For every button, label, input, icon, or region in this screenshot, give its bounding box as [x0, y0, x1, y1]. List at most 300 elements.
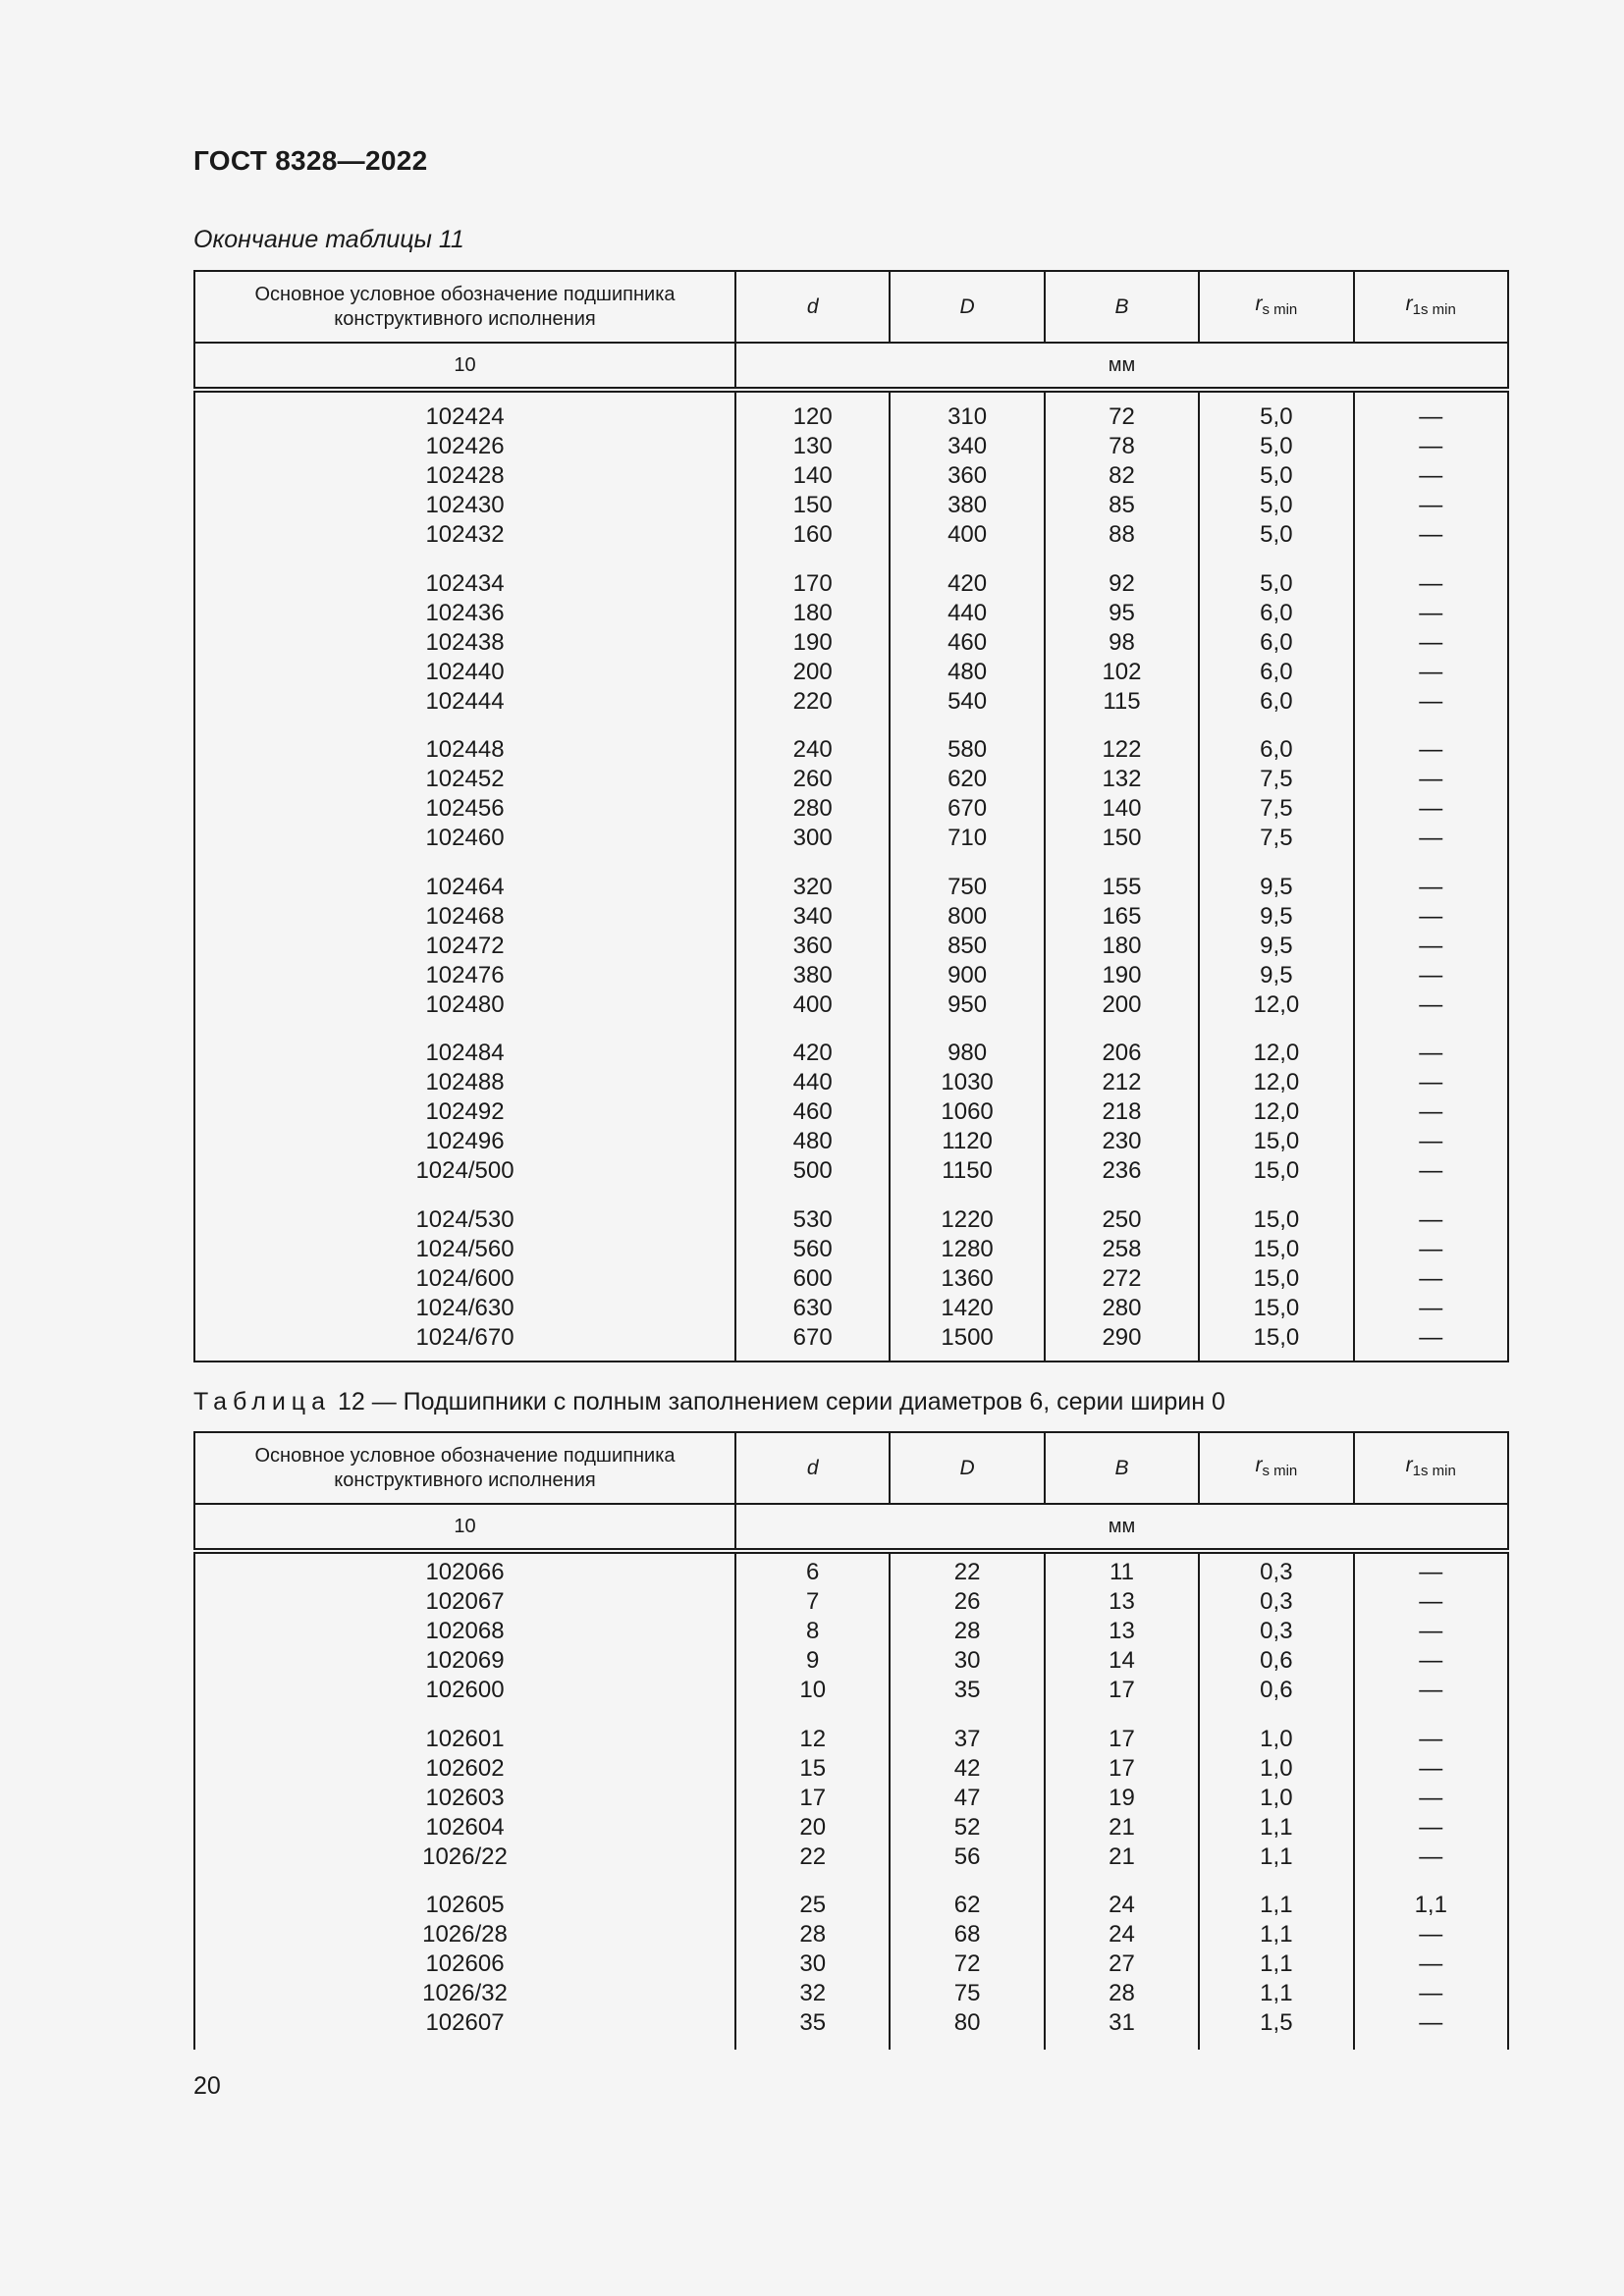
cell-designation: 102605 [425, 1892, 505, 1918]
cell-designation: 102604 [425, 1813, 505, 1841]
cell-r1s-min: — [1419, 766, 1443, 792]
document-header: ГОСТ 8328—2022 [193, 145, 428, 176]
group-gap [891, 1705, 1043, 1725]
group-gap [1355, 1020, 1507, 1040]
cell-r1s-min: — [1419, 1205, 1443, 1233]
cell-r1s-min: — [1419, 1040, 1443, 1066]
cell-B: 11 [1110, 1559, 1134, 1585]
group-gap [891, 717, 1043, 736]
cell-r1s-min: — [1419, 1842, 1443, 1870]
cell-D: 980 [947, 1040, 988, 1066]
cell-D: 540 [947, 687, 988, 715]
cell-D: 62 [953, 1892, 981, 1918]
cell-B: 88 [1109, 521, 1135, 548]
column-header-designation: Основное условное обозначение подшипника конструктивного исполнения [194, 271, 735, 343]
cell-B: 98 [1109, 628, 1135, 656]
cell-designation: 102430 [425, 492, 505, 518]
cell-r1s-min: — [1419, 1813, 1443, 1841]
cell-designation: 102456 [425, 795, 505, 822]
cell-B: 290 [1102, 1323, 1142, 1351]
group-gap [195, 1020, 734, 1040]
group-gap [1046, 1186, 1198, 1205]
cell-designation: 1026/32 [422, 1980, 508, 2006]
group-gap [891, 1186, 1043, 1205]
cell-rs-min: 12,0 [1253, 1069, 1300, 1095]
cell-B: 27 [1109, 1950, 1135, 1977]
cell-D: 1030 [941, 1069, 994, 1095]
cell-designation: 102602 [425, 1754, 505, 1782]
cell-rs-min: 15,0 [1253, 1235, 1300, 1262]
cell-D: 52 [953, 1813, 981, 1841]
cell-rs-min: 1,1 [1260, 1813, 1293, 1841]
group-gap [891, 853, 1043, 873]
table-12-body [194, 1551, 1508, 2050]
group-gap [195, 853, 734, 873]
cell-r1s-min: — [1419, 1235, 1443, 1262]
cell-D: 460 [947, 628, 988, 656]
column-header-d: d [735, 1432, 890, 1504]
cell-d: 22 [799, 1842, 827, 1870]
cell-rs-min: 7,5 [1260, 766, 1293, 792]
cell-d: 12 [799, 1725, 827, 1752]
cell-B: 180 [1102, 932, 1142, 959]
cell-rs-min: 6,0 [1260, 628, 1293, 656]
cell-d: 240 [792, 736, 833, 763]
cell-r1s-min: — [1419, 658, 1443, 685]
cell-rs-min: 1,5 [1260, 2009, 1293, 2036]
cell-d: 560 [792, 1235, 833, 1262]
cell-rs-min: 5,0 [1260, 462, 1293, 489]
cell-d: 360 [792, 932, 833, 959]
cell-r1s-min: — [1419, 1323, 1443, 1351]
cell-D: 22 [953, 1559, 981, 1585]
cell-r1s-min: — [1419, 736, 1443, 763]
table-12-caption-text: 12 — Подшипники с полным заполнением серии диаметров 6, серии ширин 0 [337, 1388, 1225, 1415]
group-gap [891, 1020, 1043, 1040]
cell-B: 17 [1109, 1725, 1135, 1752]
column-rs-min [1199, 1551, 1353, 2050]
column-d [735, 390, 890, 1362]
cell-r1s-min: — [1419, 433, 1443, 459]
cell-rs-min: 7,5 [1260, 795, 1293, 822]
table-12 [193, 1431, 1509, 2050]
column-designation [194, 1551, 735, 2050]
cell-B: 24 [1109, 1892, 1135, 1918]
cell-r1s-min: — [1419, 462, 1443, 489]
column-D [890, 1551, 1044, 2050]
cell-rs-min: 15,0 [1253, 1294, 1300, 1321]
cell-r1s-min: — [1419, 1098, 1443, 1125]
table-11-caption: Окончание таблицы 11 [193, 226, 464, 253]
cell-B: 102 [1102, 658, 1142, 685]
group-gap [1046, 717, 1198, 736]
cell-designation: 102428 [425, 462, 505, 489]
cell-D: 480 [947, 658, 988, 685]
cell-rs-min: 15,0 [1253, 1205, 1300, 1233]
cell-D: 850 [947, 932, 988, 959]
cell-r1s-min: — [1419, 1128, 1443, 1154]
group-gap [195, 717, 734, 736]
cell-D: 620 [947, 766, 988, 792]
cell-rs-min: 15,0 [1253, 1264, 1300, 1292]
cell-designation: 102436 [425, 599, 505, 626]
cell-rs-min: 9,5 [1260, 932, 1293, 959]
cell-D: 360 [947, 462, 988, 489]
cell-D: 420 [947, 569, 988, 597]
cell-B: 17 [1109, 1677, 1135, 1703]
cell-d: 220 [792, 687, 833, 715]
column-d [735, 1551, 890, 2050]
cell-B: 82 [1109, 462, 1135, 489]
cell-designation: 1026/28 [422, 1921, 508, 1948]
column-B [1045, 1551, 1199, 2050]
cell-D: 380 [947, 492, 988, 518]
cell-r1s-min: — [1419, 932, 1443, 959]
group-gap [736, 717, 889, 736]
cell-D: 670 [947, 795, 988, 822]
cell-designation: 102476 [425, 961, 505, 988]
cell-r1s-min: — [1419, 1647, 1443, 1674]
cell-d: 140 [792, 462, 833, 489]
cell-B: 258 [1102, 1235, 1142, 1262]
cell-B: 19 [1109, 1784, 1135, 1811]
cell-D: 35 [953, 1677, 981, 1703]
cell-rs-min: 0,6 [1260, 1647, 1293, 1674]
cell-r1s-min: — [1419, 1677, 1443, 1703]
cell-r1s-min: — [1419, 795, 1443, 822]
cell-D: 56 [953, 1842, 981, 1870]
cell-rs-min: 12,0 [1253, 990, 1300, 1018]
cell-d: 170 [792, 569, 833, 597]
cell-D: 42 [953, 1754, 981, 1782]
cell-B: 122 [1102, 736, 1142, 763]
cell-d: 20 [799, 1813, 827, 1841]
cell-designation: 102426 [425, 433, 505, 459]
cell-rs-min: 1,0 [1260, 1784, 1293, 1811]
column-header-r1s-min: $r_{1s min}$ [1354, 1432, 1508, 1504]
cell-designation: 102601 [425, 1725, 505, 1752]
cell-designation: 102603 [425, 1784, 505, 1811]
cell-rs-min: 15,0 [1253, 1323, 1300, 1351]
cell-B: 190 [1102, 961, 1142, 988]
cell-D: 47 [953, 1784, 981, 1811]
group-gap [1200, 1186, 1352, 1205]
cell-r1s-min: — [1419, 599, 1443, 626]
cell-r1s-min: — [1419, 1921, 1443, 1948]
cell-r1s-min: 1,1 [1414, 1892, 1447, 1918]
cell-designation: 102472 [425, 932, 505, 959]
cell-d: 600 [792, 1264, 833, 1292]
cell-B: 218 [1102, 1098, 1142, 1125]
column-r1s-min [1354, 390, 1508, 1362]
column-D [890, 390, 1044, 1362]
cell-d: 480 [792, 1128, 833, 1154]
cell-designation: 102606 [425, 1950, 505, 1977]
cell-B: 31 [1109, 2009, 1135, 2036]
cell-r1s-min: — [1419, 1950, 1443, 1977]
cell-designation: 102438 [425, 628, 505, 656]
subheader-designation-code: 10 [194, 1504, 735, 1551]
cell-d: 280 [792, 795, 833, 822]
cell-D: 1060 [941, 1098, 994, 1125]
table-11-body [194, 390, 1508, 1362]
cell-r1s-min: — [1419, 1725, 1443, 1752]
cell-designation: 102444 [425, 687, 505, 715]
cell-designation: 102432 [425, 521, 505, 548]
cell-D: 1120 [942, 1128, 993, 1154]
cell-r1s-min: — [1419, 1784, 1443, 1811]
subheader-units: мм [735, 343, 1508, 390]
group-gap [1200, 1872, 1352, 1892]
cell-r1s-min: — [1419, 1980, 1443, 2006]
cell-d: 460 [792, 1098, 833, 1125]
column-rs-min [1199, 390, 1353, 1362]
cell-rs-min: 1,1 [1260, 1842, 1293, 1870]
cell-designation: 1024/560 [415, 1235, 514, 1262]
cell-rs-min: 9,5 [1260, 902, 1293, 930]
group-gap [195, 550, 734, 569]
subheader-designation-code: 10 [194, 343, 735, 390]
cell-D: 440 [947, 599, 988, 626]
group-gap [736, 1186, 889, 1205]
column-header-d: d [735, 271, 890, 343]
cell-d: 6 [806, 1559, 820, 1585]
cell-D: 900 [947, 961, 988, 988]
cell-d: 400 [792, 990, 833, 1018]
cell-d: 32 [799, 1980, 827, 2006]
cell-rs-min: 5,0 [1260, 403, 1293, 430]
group-gap [1355, 853, 1507, 873]
cell-rs-min: 6,0 [1260, 658, 1293, 685]
cell-rs-min: 1,0 [1260, 1725, 1293, 1752]
cell-D: 1360 [941, 1264, 994, 1292]
table-row [194, 1551, 1508, 2050]
cell-designation: 1024/600 [415, 1264, 514, 1292]
cell-r1s-min: — [1419, 1069, 1443, 1095]
cell-B: 85 [1109, 492, 1135, 518]
cell-B: 17 [1109, 1754, 1135, 1782]
group-gap [736, 550, 889, 569]
cell-designation: 1024/530 [415, 1205, 514, 1233]
cell-rs-min: 7,5 [1260, 825, 1293, 851]
cell-designation: 102484 [425, 1040, 505, 1066]
cell-D: 1500 [941, 1323, 994, 1351]
cell-designation: 1024/630 [415, 1294, 514, 1321]
column-header-B: B [1045, 1432, 1199, 1504]
cell-rs-min: 9,5 [1260, 873, 1293, 900]
group-gap [736, 1020, 889, 1040]
group-gap [195, 1872, 734, 1892]
cell-rs-min: 1,1 [1260, 1892, 1293, 1918]
cell-d: 7 [806, 1588, 820, 1615]
cell-D: 750 [947, 873, 988, 900]
cell-r1s-min: — [1419, 1559, 1443, 1585]
column-header-rs-min: $r_{s min}$ [1199, 1432, 1353, 1504]
cell-designation: 102488 [425, 1069, 505, 1095]
cell-designation: 102480 [425, 990, 505, 1018]
cell-D: 1220 [941, 1205, 994, 1233]
cell-B: 280 [1102, 1294, 1142, 1321]
cell-r1s-min: — [1419, 825, 1443, 851]
cell-D: 80 [953, 2009, 981, 2036]
cell-rs-min: 6,0 [1260, 687, 1293, 715]
cell-d: 300 [792, 825, 833, 851]
table-11 [193, 270, 1509, 1362]
cell-r1s-min: — [1419, 1588, 1443, 1615]
cell-D: 26 [953, 1588, 981, 1615]
cell-r1s-min: — [1419, 492, 1443, 518]
group-gap [1355, 1705, 1507, 1725]
cell-rs-min: 1,1 [1260, 1950, 1293, 1977]
cell-B: 21 [1109, 1813, 1135, 1841]
cell-D: 310 [947, 403, 988, 430]
cell-r1s-min: — [1419, 902, 1443, 930]
cell-designation: 102468 [425, 902, 505, 930]
group-gap [1355, 550, 1507, 569]
cell-D: 950 [947, 990, 988, 1018]
cell-d: 630 [792, 1294, 833, 1321]
cell-d: 25 [799, 1892, 827, 1918]
cell-D: 1280 [941, 1235, 994, 1262]
group-gap [1355, 1872, 1507, 1892]
cell-designation: 102069 [425, 1647, 505, 1674]
group-gap [1355, 1186, 1507, 1205]
cell-B: 92 [1109, 569, 1135, 597]
cell-d: 260 [792, 766, 833, 792]
group-gap [736, 1705, 889, 1725]
cell-r1s-min: — [1419, 873, 1443, 900]
cell-B: 272 [1102, 1264, 1142, 1292]
cell-rs-min: 5,0 [1260, 492, 1293, 518]
cell-B: 212 [1102, 1069, 1142, 1095]
cell-B: 200 [1102, 990, 1142, 1018]
cell-B: 72 [1109, 403, 1135, 430]
cell-designation: 102496 [425, 1128, 505, 1154]
cell-d: 420 [792, 1040, 833, 1066]
cell-r1s-min: — [1419, 1264, 1443, 1292]
cell-d: 28 [799, 1921, 827, 1948]
cell-rs-min: 5,0 [1260, 521, 1293, 548]
cell-D: 710 [947, 825, 988, 851]
group-gap [1200, 853, 1352, 873]
cell-designation: 1024/670 [415, 1323, 514, 1351]
cell-d: 380 [792, 961, 833, 988]
cell-d: 30 [799, 1950, 827, 1977]
cell-d: 500 [792, 1157, 833, 1184]
cell-d: 35 [799, 2009, 827, 2036]
column-B [1045, 390, 1199, 1362]
cell-d: 440 [792, 1069, 833, 1095]
cell-d: 10 [799, 1677, 827, 1703]
group-gap [1200, 717, 1352, 736]
cell-rs-min: 9,5 [1260, 961, 1293, 988]
group-gap [891, 1872, 1043, 1892]
cell-d: 130 [792, 433, 833, 459]
cell-B: 13 [1109, 1618, 1135, 1644]
cell-B: 155 [1102, 873, 1142, 900]
cell-designation: 102464 [425, 873, 505, 900]
table-12-caption-label: Таблица [193, 1388, 332, 1415]
cell-designation: 102452 [425, 766, 505, 792]
cell-rs-min: 5,0 [1260, 433, 1293, 459]
group-gap [736, 853, 889, 873]
cell-r1s-min: — [1419, 1754, 1443, 1782]
cell-rs-min: 0,6 [1260, 1677, 1293, 1703]
cell-r1s-min: — [1419, 990, 1443, 1018]
group-gap [1200, 1020, 1352, 1040]
cell-D: 28 [953, 1618, 981, 1644]
column-header-D: D [890, 271, 1044, 343]
cell-designation: 102424 [425, 403, 505, 430]
cell-B: 230 [1102, 1128, 1142, 1154]
cell-D: 68 [953, 1921, 981, 1948]
cell-d: 150 [792, 492, 833, 518]
cell-B: 132 [1102, 766, 1142, 792]
cell-d: 17 [799, 1784, 827, 1811]
cell-B: 21 [1109, 1842, 1135, 1870]
cell-d: 9 [806, 1647, 820, 1674]
cell-rs-min: 15,0 [1253, 1128, 1300, 1154]
cell-B: 24 [1109, 1921, 1135, 1948]
column-designation [194, 390, 735, 1362]
group-gap [195, 1186, 734, 1205]
cell-D: 75 [953, 1980, 981, 2006]
cell-d: 15 [799, 1754, 827, 1782]
cell-B: 150 [1102, 825, 1142, 851]
cell-d: 8 [806, 1618, 820, 1644]
cell-designation: 1024/500 [415, 1157, 514, 1184]
group-gap [1046, 1872, 1198, 1892]
cell-designation: 102067 [425, 1588, 505, 1615]
cell-d: 320 [792, 873, 833, 900]
column-header-rs-min: $r_{s min}$ [1199, 271, 1353, 343]
cell-designation: 102440 [425, 658, 505, 685]
table-row [194, 390, 1508, 1362]
cell-D: 800 [947, 902, 988, 930]
cell-rs-min: 1,1 [1260, 1921, 1293, 1948]
page-number: 20 [193, 2072, 221, 2100]
table-12-caption [193, 1388, 1225, 1416]
cell-D: 1150 [942, 1157, 993, 1184]
group-gap [1046, 1705, 1198, 1725]
cell-rs-min: 12,0 [1253, 1040, 1300, 1066]
group-gap [1200, 1705, 1352, 1725]
cell-D: 37 [953, 1725, 981, 1752]
cell-B: 140 [1102, 795, 1142, 822]
cell-B: 14 [1109, 1647, 1135, 1674]
cell-B: 206 [1102, 1040, 1142, 1066]
cell-d: 190 [792, 628, 833, 656]
cell-d: 200 [792, 658, 833, 685]
group-gap [1046, 853, 1198, 873]
cell-designation: 102434 [425, 569, 505, 597]
group-gap [1046, 550, 1198, 569]
cell-r1s-min: — [1419, 569, 1443, 597]
cell-B: 250 [1102, 1205, 1142, 1233]
cell-r1s-min: — [1419, 2009, 1443, 2036]
cell-rs-min: 6,0 [1260, 599, 1293, 626]
cell-D: 1420 [941, 1294, 994, 1321]
cell-designation: 102460 [425, 825, 505, 851]
cell-r1s-min: — [1419, 403, 1443, 430]
group-gap [1046, 1020, 1198, 1040]
cell-designation: 1026/22 [422, 1842, 508, 1870]
cell-d: 180 [792, 599, 833, 626]
cell-rs-min: 1,0 [1260, 1754, 1293, 1782]
cell-B: 236 [1102, 1157, 1142, 1184]
column-r1s-min [1354, 1551, 1508, 2050]
cell-d: 340 [792, 902, 833, 930]
